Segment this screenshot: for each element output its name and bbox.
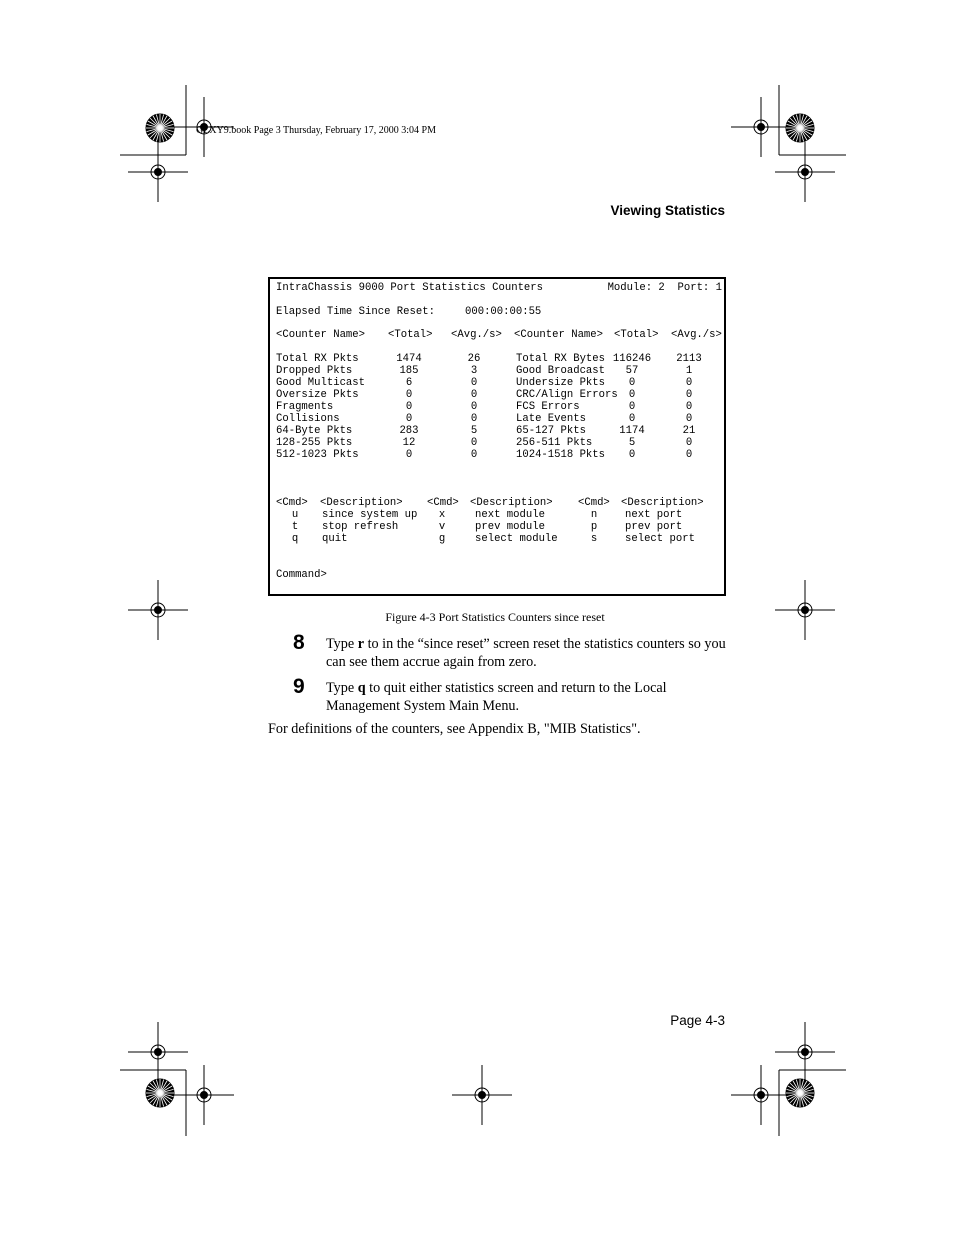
counter-name: Fragments bbox=[276, 401, 334, 413]
command-key: u bbox=[291, 509, 299, 521]
counter-avg: 0 bbox=[470, 437, 478, 449]
step-key: q bbox=[357, 680, 366, 696]
step-text-post: to in the “since reset” screen reset the statistics counters so you can see them accrue again from zero. bbox=[326, 636, 726, 670]
command-key: p bbox=[590, 521, 598, 533]
command-description: select module bbox=[475, 533, 558, 545]
command-key: x bbox=[438, 509, 446, 521]
command-description: quit bbox=[322, 533, 348, 545]
counter-avg: 0 bbox=[685, 377, 693, 389]
counter-total: 0 bbox=[628, 389, 636, 401]
column-header: <Counter Name> bbox=[514, 329, 604, 341]
counter-name: 512-1023 Pkts bbox=[276, 449, 359, 461]
column-header: <Avg./s> bbox=[451, 329, 502, 341]
counter-total: 1174 bbox=[619, 425, 645, 437]
counter-name: Collisions bbox=[276, 413, 340, 425]
counter-total: 0 bbox=[628, 449, 636, 461]
counter-total: 5 bbox=[628, 437, 636, 449]
command-description: stop refresh bbox=[322, 521, 399, 533]
counter-avg: 0 bbox=[685, 401, 693, 413]
counter-total: 12 bbox=[402, 437, 416, 449]
counter-total: 116246 bbox=[612, 353, 652, 365]
counter-avg: 1 bbox=[685, 365, 693, 377]
counter-avg: 0 bbox=[685, 389, 693, 401]
step-text-pre: Type bbox=[326, 680, 358, 696]
step-number: 9 bbox=[293, 675, 305, 698]
counter-avg: 0 bbox=[470, 449, 478, 461]
command-key: t bbox=[291, 521, 299, 533]
section-header: Viewing Statistics bbox=[610, 203, 725, 218]
counter-avg: 26 bbox=[467, 353, 481, 365]
figure-caption: Figure 4-3 Port Statistics Counters since reset bbox=[385, 610, 605, 624]
counter-total: 0 bbox=[405, 449, 413, 461]
column-header: <Total> bbox=[614, 329, 659, 341]
elapsed-label: Elapsed Time Since Reset: bbox=[276, 306, 435, 318]
counter-name: Oversize Pkts bbox=[276, 389, 359, 401]
command-column-header: <Description> bbox=[621, 497, 704, 509]
book-info-line: GLXY9.book Page 3 Thursday, February 17, 2000 3:04 PM bbox=[196, 125, 436, 136]
step-text-pre: Type bbox=[326, 636, 358, 652]
step-text bbox=[326, 679, 726, 715]
counter-name: 128-255 Pkts bbox=[276, 437, 353, 449]
counter-total: 0 bbox=[628, 377, 636, 389]
counter-name: Total RX Pkts bbox=[276, 353, 359, 365]
page-number: Page 4-3 bbox=[670, 1013, 725, 1028]
counter-name: 65-127 Pkts bbox=[516, 425, 586, 437]
column-header: <Total> bbox=[388, 329, 433, 341]
counter-total: 0 bbox=[628, 401, 636, 413]
counter-avg: 0 bbox=[685, 449, 693, 461]
command-description: next module bbox=[475, 509, 545, 521]
command-description: next port bbox=[625, 509, 683, 521]
command-key: s bbox=[590, 533, 598, 545]
counter-avg: 0 bbox=[470, 401, 478, 413]
counter-avg: 21 bbox=[682, 425, 696, 437]
counter-avg: 0 bbox=[685, 413, 693, 425]
command-key: g bbox=[438, 533, 446, 545]
command-description: prev port bbox=[625, 521, 683, 533]
counter-avg: 0 bbox=[470, 377, 478, 389]
counter-avg: 2113 bbox=[676, 353, 702, 365]
command-column-header: <Cmd> bbox=[578, 497, 610, 509]
footer-note: For definitions of the counters, see Appendix B, "MIB Statistics". bbox=[268, 721, 641, 737]
step-number: 8 bbox=[293, 631, 305, 654]
step-key: r bbox=[357, 636, 365, 652]
counter-name: Total RX Bytes bbox=[516, 353, 606, 365]
counter-total: 0 bbox=[628, 413, 636, 425]
counter-total: 185 bbox=[399, 365, 419, 377]
command-key: q bbox=[291, 533, 299, 545]
counter-name: Good Broadcast bbox=[516, 365, 606, 377]
command-key: n bbox=[590, 509, 598, 521]
counter-total: 283 bbox=[399, 425, 419, 437]
counter-avg: 0 bbox=[470, 413, 478, 425]
counter-name: Undersize Pkts bbox=[516, 377, 606, 389]
counter-name: Late Events bbox=[516, 413, 586, 425]
step-text bbox=[326, 635, 726, 671]
counter-name: 64-Byte Pkts bbox=[276, 425, 353, 437]
elapsed-value: 000:00:00:55 bbox=[465, 306, 542, 318]
counter-name: FCS Errors bbox=[516, 401, 580, 413]
counter-name: 1024-1518 Pkts bbox=[516, 449, 606, 461]
counter-name: Good Multicast bbox=[276, 377, 366, 389]
module-port-label: Module: 2 Port: 1 bbox=[607, 282, 722, 294]
counter-avg: 3 bbox=[470, 365, 478, 377]
step-text-post: to quit either statistics screen and return to the Local Management System Main Menu. bbox=[326, 680, 667, 714]
counter-name: CRC/Align Errors bbox=[516, 389, 618, 401]
command-column-header: <Description> bbox=[470, 497, 553, 509]
command-key: v bbox=[438, 521, 446, 533]
command-column-header: <Description> bbox=[320, 497, 403, 509]
counter-avg: 0 bbox=[685, 437, 693, 449]
counter-total: 0 bbox=[405, 413, 413, 425]
terminal-screen bbox=[268, 277, 726, 596]
terminal-title: IntraChassis 9000 Port Statistics Counters bbox=[276, 282, 544, 294]
command-prompt: Command> bbox=[276, 569, 327, 581]
counter-total: 6 bbox=[405, 377, 413, 389]
counter-total: 57 bbox=[625, 365, 639, 377]
command-column-header: <Cmd> bbox=[427, 497, 459, 509]
command-description: since system up bbox=[322, 509, 418, 521]
counter-name: Dropped Pkts bbox=[276, 365, 353, 377]
counter-avg: 0 bbox=[470, 389, 478, 401]
counter-avg: 5 bbox=[470, 425, 478, 437]
command-description: select port bbox=[625, 533, 695, 545]
counter-total: 1474 bbox=[396, 353, 422, 365]
command-description: prev module bbox=[475, 521, 545, 533]
column-header: <Avg./s> bbox=[671, 329, 722, 341]
counter-total: 0 bbox=[405, 389, 413, 401]
command-column-header: <Cmd> bbox=[276, 497, 308, 509]
counter-total: 0 bbox=[405, 401, 413, 413]
counter-name: 256-511 Pkts bbox=[516, 437, 593, 449]
column-header: <Counter Name> bbox=[276, 329, 366, 341]
